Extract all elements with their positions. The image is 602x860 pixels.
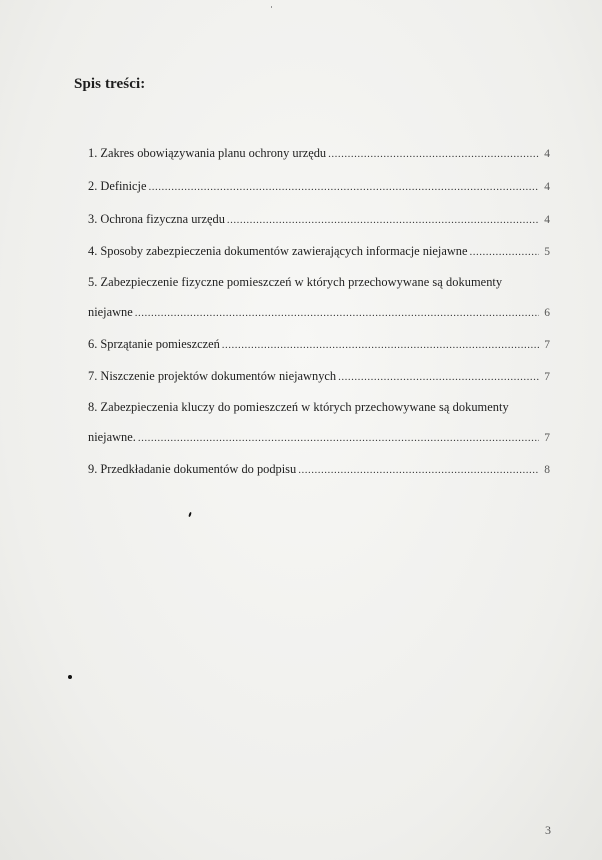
toc-entry-title: niejawne.: [88, 430, 136, 444]
toc-entry-title: 1. Zakres obowiązywania planu ochrony urzędu: [88, 146, 327, 160]
table-of-contents: [88, 138, 550, 479]
toc-entry-page: 7: [544, 432, 550, 444]
toc-dot-leader: [222, 337, 539, 354]
toc-heading: Spis treści:: [74, 76, 146, 92]
toc-entry: [88, 461, 550, 479]
toc-entry-page: 4: [544, 148, 550, 160]
toc-dot-leader: [469, 244, 539, 261]
toc-entry: [88, 368, 550, 386]
scan-speck: [188, 512, 192, 517]
toc-entry-multiline: [88, 399, 550, 447]
toc-entry: [88, 211, 550, 229]
toc-entry: [88, 304, 550, 322]
toc-entry: [88, 429, 550, 447]
toc-dot-leader: [149, 179, 540, 196]
toc-entry-title: 6. Sprzątanie pomieszczeń: [88, 337, 220, 351]
toc-entry-multiline: [88, 274, 550, 322]
toc-entry: [88, 178, 550, 196]
toc-dot-leader: [328, 146, 539, 163]
toc-entry-title: 2. Definicje: [88, 179, 147, 193]
toc-entry-page: 6: [544, 307, 550, 319]
toc-entry: [88, 243, 550, 261]
toc-entry-title: 7. Niszczenie projektów dokumentów niejawnych: [88, 369, 337, 383]
toc-dot-leader: [298, 462, 539, 479]
toc-entry-title-line: 8. Zabezpieczenia kluczy do pomieszczeń w których przechowywane są dokumenty: [88, 400, 509, 414]
toc-entry-title: 9. Przedkładanie dokumentów do podpisu: [88, 462, 297, 476]
scan-speck: [271, 6, 272, 8]
toc-entry-page: 7: [544, 339, 550, 351]
scan-speck: [68, 675, 72, 679]
toc-dot-leader: [138, 430, 539, 447]
toc-entry: [88, 336, 550, 354]
toc-entry: [88, 145, 550, 163]
toc-dot-leader: [135, 305, 539, 322]
toc-entry-page: 4: [544, 214, 550, 226]
toc-entry-title: 3. Ochrona fizyczna urzędu: [88, 212, 225, 226]
toc-entry-title: 4. Sposoby zabezpieczenia dokumentów zawierających informacje niejawne: [88, 244, 468, 258]
toc-entry-page: 8: [544, 464, 550, 476]
toc-entry-page: 4: [544, 181, 550, 193]
toc-dot-leader: [227, 212, 539, 229]
toc-entry-title-line: 5. Zabezpieczenie fizyczne pomieszczeń w których przechowywane są dokumenty: [88, 275, 503, 289]
toc-entry-title: niejawne: [88, 305, 133, 319]
toc-entry-page: 7: [544, 371, 550, 383]
page-number: 3: [545, 823, 551, 837]
toc-entry-page: 5: [544, 246, 550, 258]
toc-dot-leader: [338, 369, 539, 386]
